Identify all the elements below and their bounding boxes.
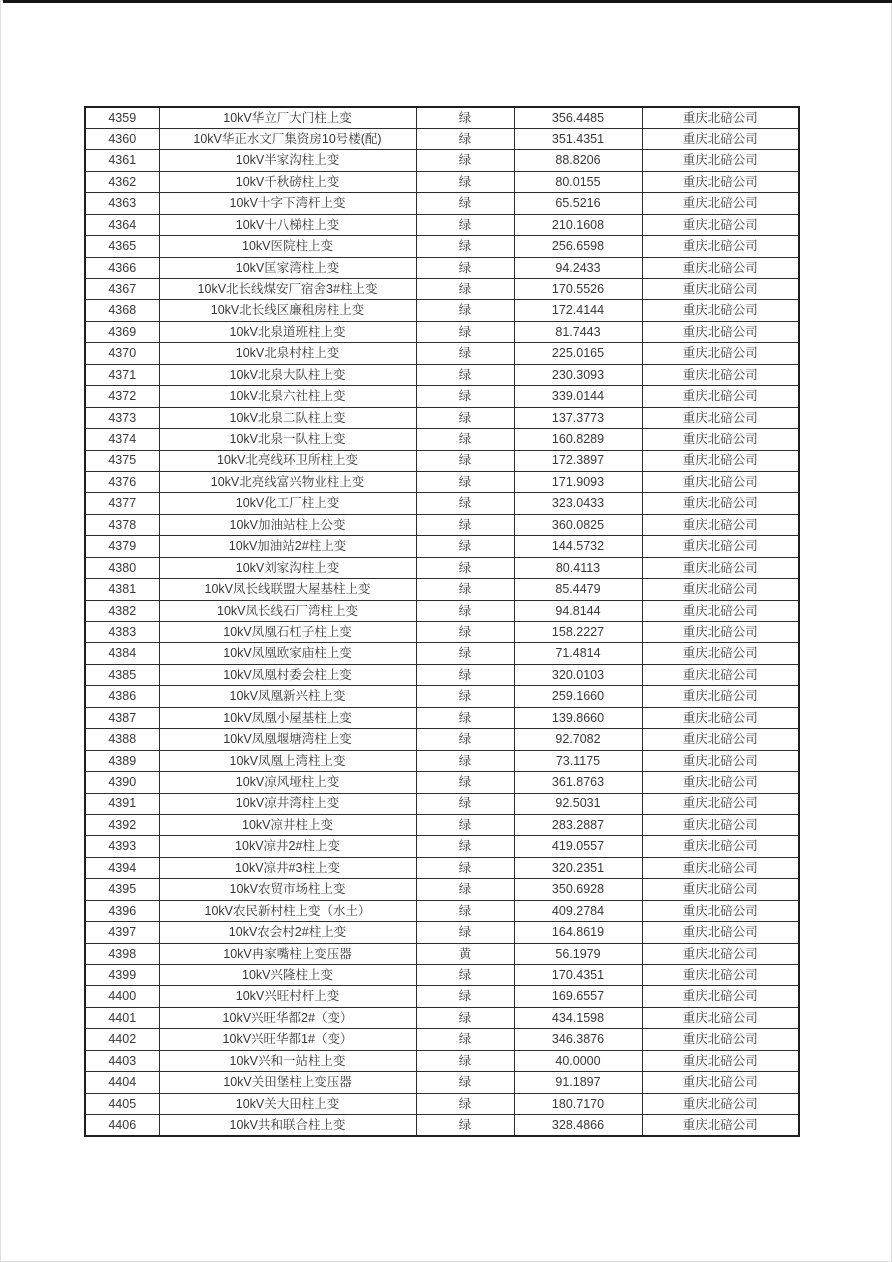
cell-transformer-name: 10kV兴旺华都1#（变） [159, 1029, 416, 1050]
cell-value: 65.5216 [514, 193, 642, 214]
cell-status: 绿 [416, 750, 514, 771]
cell-transformer-name: 10kV凤长线联盟大屋基柱上变 [159, 579, 416, 600]
cell-value: 172.3897 [514, 450, 642, 471]
cell-transformer-name: 10kV凉井柱上变 [159, 814, 416, 835]
cell-value: 351.4351 [514, 128, 642, 149]
cell-transformer-name: 10kV凤凰欧家庙柱上变 [159, 643, 416, 664]
cell-row-id: 4374 [85, 429, 159, 450]
table-row [85, 471, 799, 492]
cell-transformer-name: 10kV兴旺华都2#（变） [159, 1007, 416, 1028]
cell-transformer-name: 10kV十字下湾杆上变 [159, 193, 416, 214]
cell-transformer-name: 10kV农会村2#柱上变 [159, 922, 416, 943]
cell-status: 绿 [416, 1093, 514, 1114]
cell-status: 绿 [416, 1072, 514, 1093]
cell-transformer-name: 10kV北长线区廉租房柱上变 [159, 300, 416, 321]
cell-transformer-name: 10kV农贸市场柱上变 [159, 879, 416, 900]
cell-value: 144.5732 [514, 536, 642, 557]
cell-status: 绿 [416, 321, 514, 342]
cell-status: 绿 [416, 536, 514, 557]
cell-row-id: 4380 [85, 557, 159, 578]
cell-value: 230.3093 [514, 364, 642, 385]
cell-value: 94.8144 [514, 600, 642, 621]
cell-status: 绿 [416, 686, 514, 707]
table-row [85, 557, 799, 578]
cell-value: 356.4485 [514, 107, 642, 128]
cell-row-id: 4403 [85, 1050, 159, 1071]
cell-company: 重庆北碚公司 [642, 257, 799, 278]
table-row [85, 343, 799, 364]
table-row [85, 664, 799, 685]
cell-company: 重庆北碚公司 [642, 107, 799, 128]
cell-row-id: 4365 [85, 236, 159, 257]
cell-status: 绿 [416, 257, 514, 278]
table-row [85, 965, 799, 986]
table-row [85, 1050, 799, 1071]
cell-transformer-name: 10kV凉井湾柱上变 [159, 793, 416, 814]
cell-status: 绿 [416, 986, 514, 1007]
cell-value: 92.5031 [514, 793, 642, 814]
cell-company: 重庆北碚公司 [642, 150, 799, 171]
cell-company: 重庆北碚公司 [642, 364, 799, 385]
cell-transformer-name: 10kV凤凰堰塘湾柱上变 [159, 729, 416, 750]
cell-status: 绿 [416, 643, 514, 664]
cell-transformer-name: 10kV北泉六社柱上变 [159, 386, 416, 407]
cell-status: 绿 [416, 707, 514, 728]
table-row [85, 579, 799, 600]
table-row [85, 686, 799, 707]
table-row [85, 279, 799, 300]
cell-company: 重庆北碚公司 [642, 536, 799, 557]
cell-value: 80.0155 [514, 171, 642, 192]
cell-status: 绿 [416, 793, 514, 814]
cell-value: 170.4351 [514, 965, 642, 986]
cell-transformer-name: 10kV北泉道班柱上变 [159, 321, 416, 342]
cell-row-id: 4361 [85, 150, 159, 171]
cell-row-id: 4405 [85, 1093, 159, 1114]
cell-value: 158.2227 [514, 622, 642, 643]
cell-status: 绿 [416, 965, 514, 986]
cell-transformer-name: 10kV北泉二队柱上变 [159, 407, 416, 428]
cell-status: 绿 [416, 900, 514, 921]
cell-status: 绿 [416, 579, 514, 600]
cell-value: 169.6557 [514, 986, 642, 1007]
cell-transformer-name: 10kV十八梯柱上变 [159, 214, 416, 235]
cell-value: 92.7082 [514, 729, 642, 750]
cell-row-id: 4388 [85, 729, 159, 750]
cell-value: 40.0000 [514, 1050, 642, 1071]
cell-company: 重庆北碚公司 [642, 643, 799, 664]
cell-company: 重庆北碚公司 [642, 793, 799, 814]
table-row [85, 171, 799, 192]
cell-row-id: 4390 [85, 772, 159, 793]
cell-company: 重庆北碚公司 [642, 450, 799, 471]
table-row [85, 1007, 799, 1028]
cell-company: 重庆北碚公司 [642, 279, 799, 300]
cell-status: 绿 [416, 300, 514, 321]
cell-status: 绿 [416, 107, 514, 128]
cell-value: 283.2887 [514, 814, 642, 835]
cell-status: 绿 [416, 664, 514, 685]
cell-row-id: 4393 [85, 836, 159, 857]
table-row [85, 1115, 799, 1136]
cell-transformer-name: 10kV凉风垭柱上变 [159, 772, 416, 793]
cell-status: 绿 [416, 471, 514, 492]
cell-status: 绿 [416, 857, 514, 878]
cell-status: 绿 [416, 386, 514, 407]
cell-value: 88.8206 [514, 150, 642, 171]
table-body [85, 107, 799, 1136]
cell-status: 绿 [416, 772, 514, 793]
cell-transformer-name: 10kV华正水文厂集资房10号楼(配) [159, 128, 416, 149]
cell-status: 绿 [416, 622, 514, 643]
table-row [85, 879, 799, 900]
cell-company: 重庆北碚公司 [642, 900, 799, 921]
cell-company: 重庆北碚公司 [642, 1072, 799, 1093]
cell-transformer-name: 10kV凤凰村委会柱上变 [159, 664, 416, 685]
cell-row-id: 4381 [85, 579, 159, 600]
cell-transformer-name: 10kV北亮线富兴物业柱上变 [159, 471, 416, 492]
cell-row-id: 4392 [85, 814, 159, 835]
cell-company: 重庆北碚公司 [642, 1050, 799, 1071]
cell-transformer-name: 10kV农民新村柱上变（水土） [159, 900, 416, 921]
cell-company: 重庆北碚公司 [642, 622, 799, 643]
cell-row-id: 4406 [85, 1115, 159, 1136]
table-row [85, 857, 799, 878]
table-row [85, 493, 799, 514]
table-row [85, 622, 799, 643]
cell-value: 419.0557 [514, 836, 642, 857]
cell-value: 91.1897 [514, 1072, 642, 1093]
cell-row-id: 4364 [85, 214, 159, 235]
cell-value: 172.4144 [514, 300, 642, 321]
cell-status: 绿 [416, 150, 514, 171]
cell-company: 重庆北碚公司 [642, 814, 799, 835]
cell-status: 绿 [416, 1029, 514, 1050]
table-row [85, 1029, 799, 1050]
cell-company: 重庆北碚公司 [642, 1029, 799, 1050]
table-row [85, 600, 799, 621]
cell-value: 350.6928 [514, 879, 642, 900]
table-row [85, 236, 799, 257]
cell-status: 绿 [416, 279, 514, 300]
cell-row-id: 4372 [85, 386, 159, 407]
cell-transformer-name: 10kV凤长线石厂湾柱上变 [159, 600, 416, 621]
cell-value: 328.4866 [514, 1115, 642, 1136]
cell-row-id: 4385 [85, 664, 159, 685]
cell-status: 绿 [416, 836, 514, 857]
cell-status: 绿 [416, 364, 514, 385]
cell-status: 绿 [416, 407, 514, 428]
cell-company: 重庆北碚公司 [642, 707, 799, 728]
cell-row-id: 4402 [85, 1029, 159, 1050]
cell-company: 重庆北碚公司 [642, 686, 799, 707]
cell-value: 170.5526 [514, 279, 642, 300]
cell-status: 绿 [416, 879, 514, 900]
table-row [85, 407, 799, 428]
cell-status: 绿 [416, 343, 514, 364]
cell-transformer-name: 10kV关大田柱上变 [159, 1093, 416, 1114]
cell-value: 320.0103 [514, 664, 642, 685]
cell-status: 绿 [416, 600, 514, 621]
cell-company: 重庆北碚公司 [642, 1093, 799, 1114]
cell-transformer-name: 10kV北泉大队柱上变 [159, 364, 416, 385]
cell-row-id: 4379 [85, 536, 159, 557]
cell-company: 重庆北碚公司 [642, 171, 799, 192]
cell-company: 重庆北碚公司 [642, 579, 799, 600]
cell-value: 409.2784 [514, 900, 642, 921]
cell-company: 重庆北碚公司 [642, 772, 799, 793]
table-row [85, 150, 799, 171]
cell-status: 绿 [416, 214, 514, 235]
cell-value: 323.0433 [514, 493, 642, 514]
cell-value: 71.4814 [514, 643, 642, 664]
cell-status: 绿 [416, 171, 514, 192]
cell-transformer-name: 10kV化工厂柱上变 [159, 493, 416, 514]
cell-transformer-name: 10kV匡家湾柱上变 [159, 257, 416, 278]
table-row [85, 107, 799, 128]
cell-status: 绿 [416, 922, 514, 943]
table-row [85, 321, 799, 342]
table-row [85, 793, 799, 814]
cell-row-id: 4395 [85, 879, 159, 900]
cell-transformer-name: 10kV医院柱上变 [159, 236, 416, 257]
cell-row-id: 4397 [85, 922, 159, 943]
cell-transformer-name: 10kV半家沟柱上变 [159, 150, 416, 171]
cell-transformer-name: 10kV兴隆柱上变 [159, 965, 416, 986]
cell-row-id: 4400 [85, 986, 159, 1007]
cell-value: 259.1660 [514, 686, 642, 707]
cell-company: 重庆北碚公司 [642, 514, 799, 535]
cell-row-id: 4368 [85, 300, 159, 321]
table-row [85, 943, 799, 964]
cell-row-id: 4378 [85, 514, 159, 535]
cell-transformer-name: 10kV兴和一站柱上变 [159, 1050, 416, 1071]
page-top-edge-line [3, 0, 892, 3]
cell-company: 重庆北碚公司 [642, 729, 799, 750]
cell-value: 256.6598 [514, 236, 642, 257]
table-row [85, 193, 799, 214]
cell-row-id: 4382 [85, 600, 159, 621]
cell-company: 重庆北碚公司 [642, 343, 799, 364]
cell-status: 绿 [416, 1050, 514, 1071]
cell-company: 重庆北碚公司 [642, 321, 799, 342]
cell-status: 绿 [416, 557, 514, 578]
table-row [85, 900, 799, 921]
cell-company: 重庆北碚公司 [642, 879, 799, 900]
cell-value: 180.7170 [514, 1093, 642, 1114]
cell-status: 绿 [416, 1115, 514, 1136]
cell-company: 重庆北碚公司 [642, 407, 799, 428]
cell-company: 重庆北碚公司 [642, 986, 799, 1007]
table-row [85, 750, 799, 771]
cell-company: 重庆北碚公司 [642, 386, 799, 407]
table-row [85, 1072, 799, 1093]
cell-value: 339.0144 [514, 386, 642, 407]
transformer-table [84, 106, 800, 1137]
cell-status: 黄 [416, 943, 514, 964]
table-row [85, 128, 799, 149]
cell-status: 绿 [416, 236, 514, 257]
cell-status: 绿 [416, 450, 514, 471]
cell-row-id: 4369 [85, 321, 159, 342]
cell-company: 重庆北碚公司 [642, 193, 799, 214]
cell-status: 绿 [416, 729, 514, 750]
cell-transformer-name: 10kV刘家沟柱上变 [159, 557, 416, 578]
cell-value: 137.3773 [514, 407, 642, 428]
cell-transformer-name: 10kV凤凰石杠子柱上变 [159, 622, 416, 643]
cell-company: 重庆北碚公司 [642, 857, 799, 878]
cell-company: 重庆北碚公司 [642, 836, 799, 857]
cell-value: 361.8763 [514, 772, 642, 793]
cell-transformer-name: 10kV北泉一队柱上变 [159, 429, 416, 450]
cell-transformer-name: 10kV加油站2#柱上变 [159, 536, 416, 557]
table-row [85, 772, 799, 793]
cell-company: 重庆北碚公司 [642, 429, 799, 450]
cell-row-id: 4362 [85, 171, 159, 192]
cell-value: 85.4479 [514, 579, 642, 600]
cell-row-id: 4401 [85, 1007, 159, 1028]
cell-row-id: 4367 [85, 279, 159, 300]
cell-transformer-name: 10kV共和联合柱上变 [159, 1115, 416, 1136]
cell-status: 绿 [416, 493, 514, 514]
cell-status: 绿 [416, 128, 514, 149]
cell-transformer-name: 10kV北长线煤安厂宿舍3#柱上变 [159, 279, 416, 300]
cell-transformer-name: 10kV凤凰上湾柱上变 [159, 750, 416, 771]
cell-status: 绿 [416, 429, 514, 450]
cell-status: 绿 [416, 193, 514, 214]
cell-row-id: 4363 [85, 193, 159, 214]
table-row [85, 986, 799, 1007]
cell-row-id: 4366 [85, 257, 159, 278]
cell-company: 重庆北碚公司 [642, 493, 799, 514]
cell-row-id: 4384 [85, 643, 159, 664]
cell-status: 绿 [416, 514, 514, 535]
cell-transformer-name: 10kV凉井2#柱上变 [159, 836, 416, 857]
cell-row-id: 4387 [85, 707, 159, 728]
cell-status: 绿 [416, 814, 514, 835]
cell-row-id: 4360 [85, 128, 159, 149]
cell-company: 重庆北碚公司 [642, 922, 799, 943]
cell-transformer-name: 10kV冉家嘴柱上变压器 [159, 943, 416, 964]
table-row [85, 536, 799, 557]
table-row [85, 386, 799, 407]
cell-value: 320.2351 [514, 857, 642, 878]
cell-value: 94.2433 [514, 257, 642, 278]
cell-status: 绿 [416, 1007, 514, 1028]
cell-company: 重庆北碚公司 [642, 236, 799, 257]
table-row [85, 257, 799, 278]
cell-company: 重庆北碚公司 [642, 600, 799, 621]
cell-transformer-name: 10kV兴旺村杆上变 [159, 986, 416, 1007]
cell-transformer-name: 10kV加油站柱上公变 [159, 514, 416, 535]
cell-row-id: 4386 [85, 686, 159, 707]
cell-transformer-name: 10kV关田堡柱上变压器 [159, 1072, 416, 1093]
cell-company: 重庆北碚公司 [642, 1007, 799, 1028]
cell-company: 重庆北碚公司 [642, 1115, 799, 1136]
table-row [85, 836, 799, 857]
cell-value: 225.0165 [514, 343, 642, 364]
cell-company: 重庆北碚公司 [642, 300, 799, 321]
cell-row-id: 4370 [85, 343, 159, 364]
cell-company: 重庆北碚公司 [642, 664, 799, 685]
cell-row-id: 4389 [85, 750, 159, 771]
table-row [85, 450, 799, 471]
transformer-table-container [84, 106, 800, 1137]
cell-row-id: 4377 [85, 493, 159, 514]
cell-value: 56.1979 [514, 943, 642, 964]
cell-value: 360.0825 [514, 514, 642, 535]
cell-transformer-name: 10kV千秋磅柱上变 [159, 171, 416, 192]
cell-row-id: 4399 [85, 965, 159, 986]
cell-row-id: 4391 [85, 793, 159, 814]
cell-value: 171.9093 [514, 471, 642, 492]
table-row [85, 729, 799, 750]
table-row [85, 922, 799, 943]
cell-row-id: 4373 [85, 407, 159, 428]
cell-company: 重庆北碚公司 [642, 214, 799, 235]
cell-value: 139.8660 [514, 707, 642, 728]
cell-value: 81.7443 [514, 321, 642, 342]
table-row [85, 707, 799, 728]
cell-company: 重庆北碚公司 [642, 965, 799, 986]
table-row [85, 214, 799, 235]
cell-value: 346.3876 [514, 1029, 642, 1050]
cell-row-id: 4396 [85, 900, 159, 921]
cell-transformer-name: 10kV北亮线环卫所柱上变 [159, 450, 416, 471]
cell-company: 重庆北碚公司 [642, 557, 799, 578]
table-row [85, 514, 799, 535]
cell-transformer-name: 10kV华立厂大门柱上变 [159, 107, 416, 128]
cell-value: 210.1608 [514, 214, 642, 235]
table-row [85, 429, 799, 450]
cell-row-id: 4383 [85, 622, 159, 643]
table-row [85, 643, 799, 664]
cell-value: 164.8619 [514, 922, 642, 943]
cell-row-id: 4398 [85, 943, 159, 964]
cell-transformer-name: 10kV凤凰新兴柱上变 [159, 686, 416, 707]
cell-row-id: 4376 [85, 471, 159, 492]
cell-row-id: 4404 [85, 1072, 159, 1093]
cell-row-id: 4394 [85, 857, 159, 878]
cell-value: 434.1598 [514, 1007, 642, 1028]
cell-row-id: 4371 [85, 364, 159, 385]
cell-transformer-name: 10kV凤凰小屋基柱上变 [159, 707, 416, 728]
table-row [85, 300, 799, 321]
cell-company: 重庆北碚公司 [642, 943, 799, 964]
cell-row-id: 4375 [85, 450, 159, 471]
table-row [85, 364, 799, 385]
table-row [85, 814, 799, 835]
cell-value: 160.8289 [514, 429, 642, 450]
cell-transformer-name: 10kV北泉村柱上变 [159, 343, 416, 364]
cell-company: 重庆北碚公司 [642, 128, 799, 149]
cell-value: 80.4113 [514, 557, 642, 578]
cell-row-id: 4359 [85, 107, 159, 128]
cell-company: 重庆北碚公司 [642, 471, 799, 492]
cell-value: 73.1175 [514, 750, 642, 771]
cell-company: 重庆北碚公司 [642, 750, 799, 771]
cell-transformer-name: 10kV凉井#3柱上变 [159, 857, 416, 878]
table-row [85, 1093, 799, 1114]
